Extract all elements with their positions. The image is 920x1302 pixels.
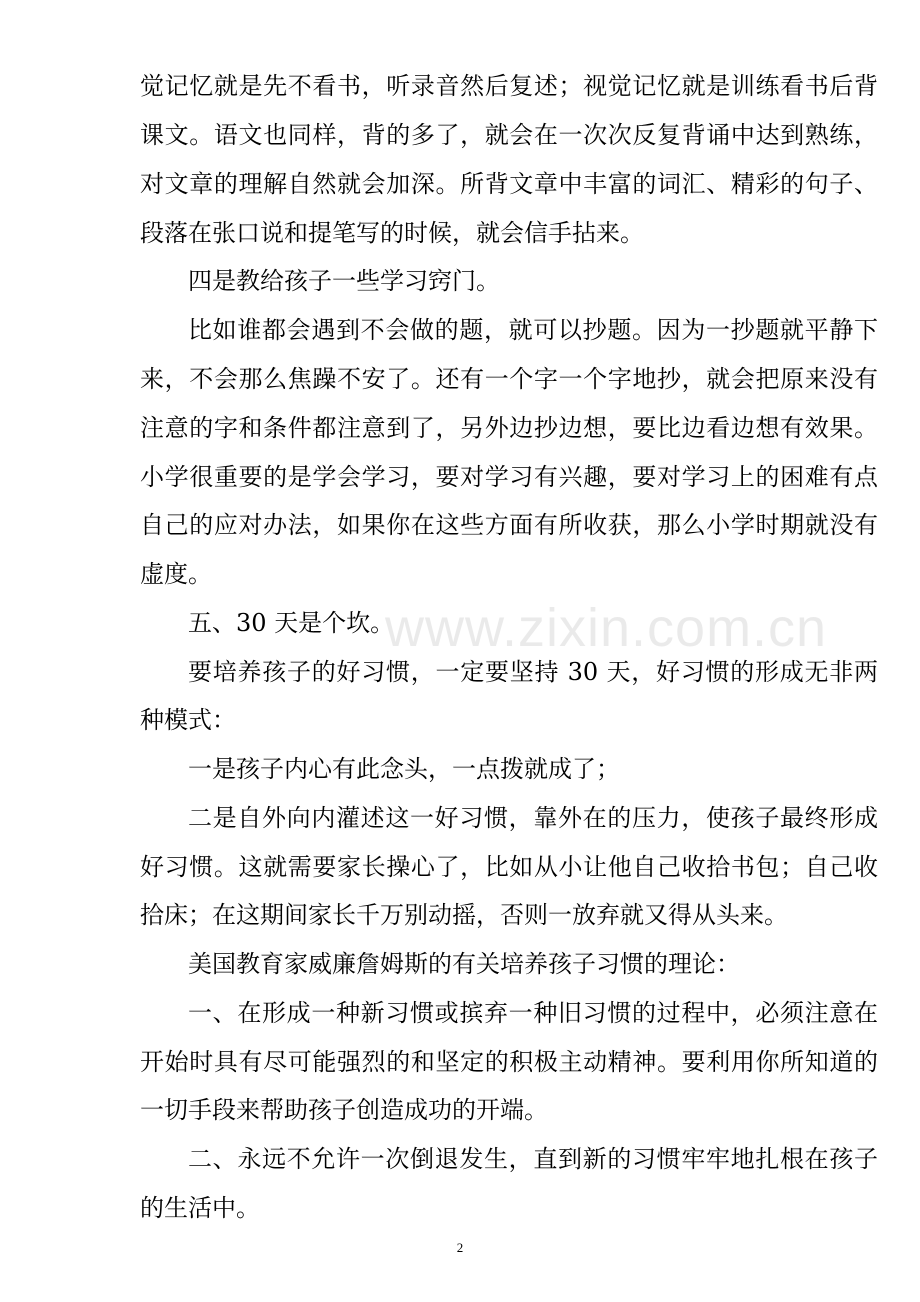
- text-line: 比如谁都会遇到不会做的题，就可以抄题。因为一抄题就平静下: [188, 316, 878, 344]
- text-line: 二、永远不允许一次倒退发生，直到新的习惯牢牢地扎根在孩子: [188, 1145, 878, 1173]
- text-line: 小学很重要的是学会学习，要对学习有兴趣，要对学习上的困难有点: [140, 463, 878, 491]
- text-line: 的生活中。: [140, 1194, 260, 1222]
- text-line: 一切手段来帮助孩子创造成功的开端。: [140, 1096, 548, 1124]
- text-line: 拾床；在这期间家长千万别动摇，否则一放弃就又得从头来。: [140, 901, 788, 929]
- text-line: 自己的应对办法，如果你在这些方面有所收获，那么小学时期就没有: [140, 511, 878, 539]
- text-line: 开始时具有尽可能强烈的和坚定的积极主动精神。要利用你所知道的: [140, 1048, 878, 1076]
- text-line: 段落在张口说和提笔写的时候，就会信手拈来。: [140, 219, 644, 247]
- text-line: 课文。语文也同样，背的多了，就会在一次次反复背诵中达到熟练，: [140, 121, 878, 149]
- text-line: 虚度。: [140, 560, 212, 588]
- text-line: 美国教育家威廉詹姆斯的有关培养孩子习惯的理论：: [188, 950, 740, 978]
- text-line: 一是孩子内心有此念头，一点拨就成了；: [188, 755, 620, 783]
- text-line: 要培养孩子的好习惯，一定要坚持 30 天，好习惯的形成无非两: [188, 658, 878, 686]
- text-line: 种模式：: [140, 706, 236, 734]
- page-number: 2: [456, 1240, 464, 1255]
- text-line: 注意的字和条件都注意到了，另外边抄边想，要比边看边想有效果。: [140, 414, 878, 442]
- text-line: 觉记忆就是先不看书，听录音然后复述；视觉记忆就是训练看书后背: [140, 72, 878, 100]
- text-line: 二是自外向内灌述这一好习惯，靠外在的压力，使孩子最终形成: [188, 804, 878, 832]
- watermark: www.zixin.com.cn: [385, 598, 828, 658]
- text-line: 来，不会那么焦躁不安了。还有一个字一个字地抄，就会把原来没有: [140, 365, 878, 393]
- text-line: 对文章的理解自然就会加深。所背文章中丰富的词汇、精彩的句子、: [140, 170, 878, 198]
- text-line: 五、30 天是个坎。: [188, 609, 395, 637]
- text-line: 四是教给孩子一些学习窍门。: [188, 267, 500, 295]
- text-line: 好习惯。这就需要家长操心了，比如从小让他自己收拾书包；自己收: [140, 853, 878, 881]
- text-line: 一、在形成一种新习惯或摈弃一种旧习惯的过程中，必须注意在: [188, 999, 878, 1027]
